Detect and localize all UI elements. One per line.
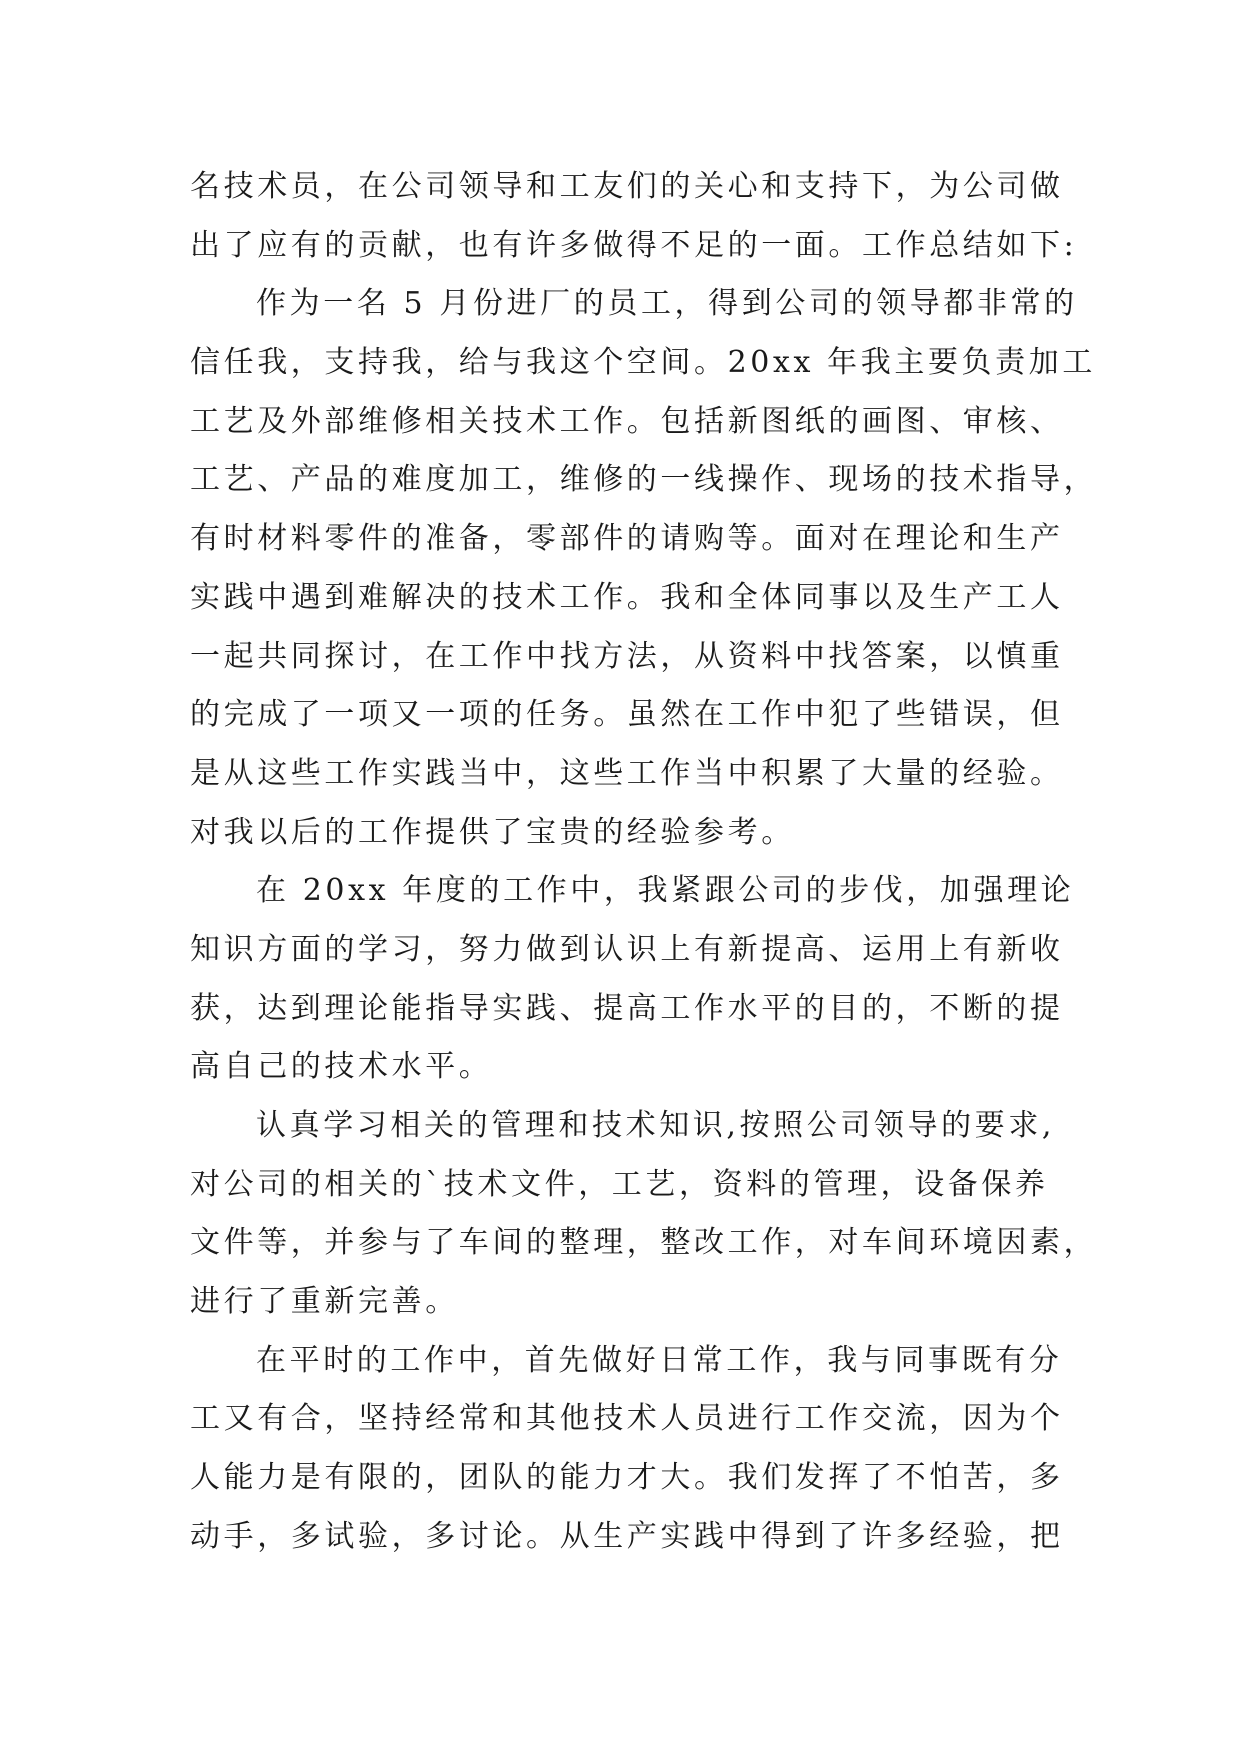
text-line: 一起共同探讨，在工作中找方法，从资料中找答案，以慎重 [190, 638, 1064, 674]
text-line: 知识方面的学习，努力做到认识上有新提高、运用上有新收 [190, 931, 1064, 967]
text-line: 动手，多试验，多讨论。从生产实践中得到了许多经验，把 [190, 1518, 1064, 1554]
text-line: 工艺及外部维修相关技术工作。包括新图纸的画图、审核、 [190, 403, 1064, 439]
text-line: 工又有合，坚持经常和其他技术人员进行工作交流，因为个 [190, 1401, 1064, 1437]
text-line: 认真学习相关的管理和技术知识,按照公司领导的要求, [256, 1108, 1056, 1143]
text-line: 名技术员，在公司领导和工友们的关心和支持下，为公司做 [190, 169, 1064, 204]
text-line: 的完成了一项又一项的任务。虽然在工作中犯了些错误，但 [190, 697, 1064, 733]
text-line: 获，达到理论能指导实践、提高工作水平的目的，不断的提 [190, 990, 1064, 1026]
text-line: 人能力是有限的，团队的能力才大。我们发挥了不怕苦，多 [190, 1460, 1064, 1496]
text-line: 文件等，并参与了车间的整理，整改工作，对车间环境因素， [190, 1225, 1098, 1261]
text-line: 对公司的相关的`技术文件，工艺，资料的管理，设备保养 [190, 1166, 1049, 1202]
text-line: 作为一名 5 月份进厂的员工，得到公司的领导都非常的 [256, 286, 1078, 322]
text-line: 高自己的技术水平。 [190, 1049, 493, 1085]
text-line: 实践中遇到难解决的技术工作。我和全体同事以及生产工人 [190, 579, 1064, 615]
text-line: 是从这些工作实践当中，这些工作当中积累了大量的经验。 [190, 755, 1064, 791]
document-body [190, 158, 1098, 1567]
text-line: 进行了重新完善。 [190, 1284, 459, 1320]
text-line: 出了应有的贡献，也有许多做得不足的一面。工作总结如下: [190, 227, 1078, 263]
text-line: 信任我，支持我，给与我这个空间。20xx 年我主要负责加工 [190, 345, 1096, 381]
text-line: 对我以后的工作提供了宝贵的经验参考。 [190, 814, 795, 850]
text-line: 在 20xx 年度的工作中，我紧跟公司的步伐，加强理论 [256, 873, 1075, 909]
text-line: 工艺、产品的难度加工，维修的一线操作、现场的技术指导， [190, 462, 1098, 498]
text-line: 在平时的工作中，首先做好日常工作，我与同事既有分 [256, 1342, 1063, 1378]
text-line: 有时材料零件的准备，零部件的请购等。面对在理论和生产 [190, 521, 1064, 557]
